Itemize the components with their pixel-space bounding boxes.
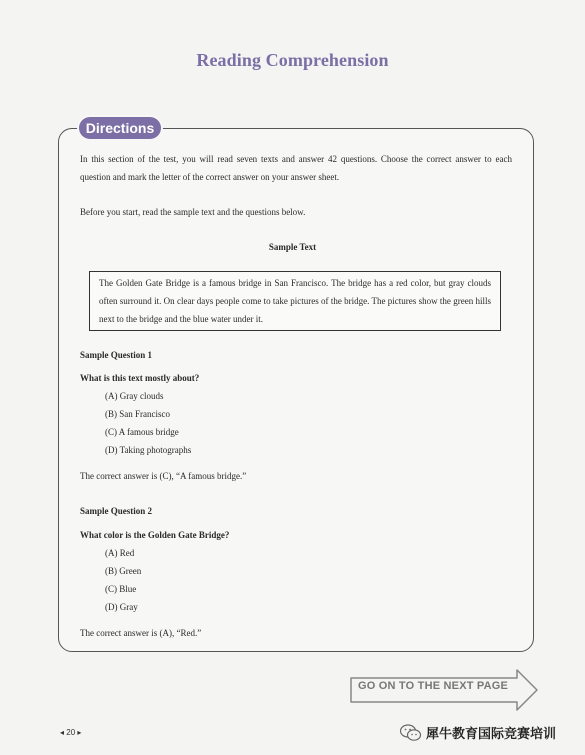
question-2-option-b: (B) Green bbox=[105, 566, 142, 576]
sample-text-body: The Golden Gate Bridge is a famous bridge in San Francisco. The bridge has a red color, but gray clouds often surround it. On clear days people come to take pictures of the bridge. The pictures show the green hills next to the bridge and the blue water under it. bbox=[99, 278, 491, 324]
page-number-value: 20 bbox=[66, 728, 76, 737]
before-start-text: Before you start, read the sample text and the questions below. bbox=[80, 207, 306, 217]
question-2-heading: Sample Question 2 bbox=[80, 506, 153, 516]
question-2-option-a: (A) Red bbox=[105, 548, 135, 558]
sample-text-heading: Sample Text bbox=[268, 242, 317, 252]
question-1-heading: Sample Question 1 bbox=[80, 350, 153, 360]
page-number bbox=[60, 728, 81, 737]
question-1-answer: The correct answer is (C), “A famous bridge.” bbox=[80, 471, 247, 481]
watermark-text: 犀牛教育国际竞赛培训 bbox=[426, 727, 557, 742]
page-number-suffix: ▸ bbox=[77, 728, 82, 737]
question-2-option-d: (D) Gray bbox=[105, 602, 138, 612]
question-2-answer: The correct answer is (A), “Red.” bbox=[80, 628, 202, 638]
question-1-option-a: (A) Gray clouds bbox=[105, 391, 164, 401]
wechat-icon bbox=[400, 724, 422, 742]
question-1-option-c: (C) A famous bridge bbox=[105, 427, 179, 437]
question-1-prompt: What is this text mostly about? bbox=[80, 373, 200, 383]
next-page-label: GO ON TO THE NEXT PAGE bbox=[358, 680, 509, 692]
directions-tab: Directions bbox=[79, 117, 161, 139]
question-2-prompt: What color is the Golden Gate Bridge? bbox=[80, 530, 230, 540]
question-2-option-c: (C) Blue bbox=[105, 584, 137, 594]
question-1-option-b: (B) San Francisco bbox=[105, 409, 170, 419]
directions-intro: In this section of the test, you will read seven texts and answer 42 questions. Choose the correct answer to each question and mark the letter of the correct answer on your answer sheet. bbox=[80, 154, 512, 182]
question-1-option-d: (D) Taking photographs bbox=[105, 445, 192, 455]
page-number-prefix: ◂ bbox=[60, 728, 65, 737]
page-title: Reading Comprehension bbox=[196, 50, 389, 70]
watermark bbox=[400, 723, 556, 742]
next-page-button[interactable] bbox=[349, 668, 539, 712]
